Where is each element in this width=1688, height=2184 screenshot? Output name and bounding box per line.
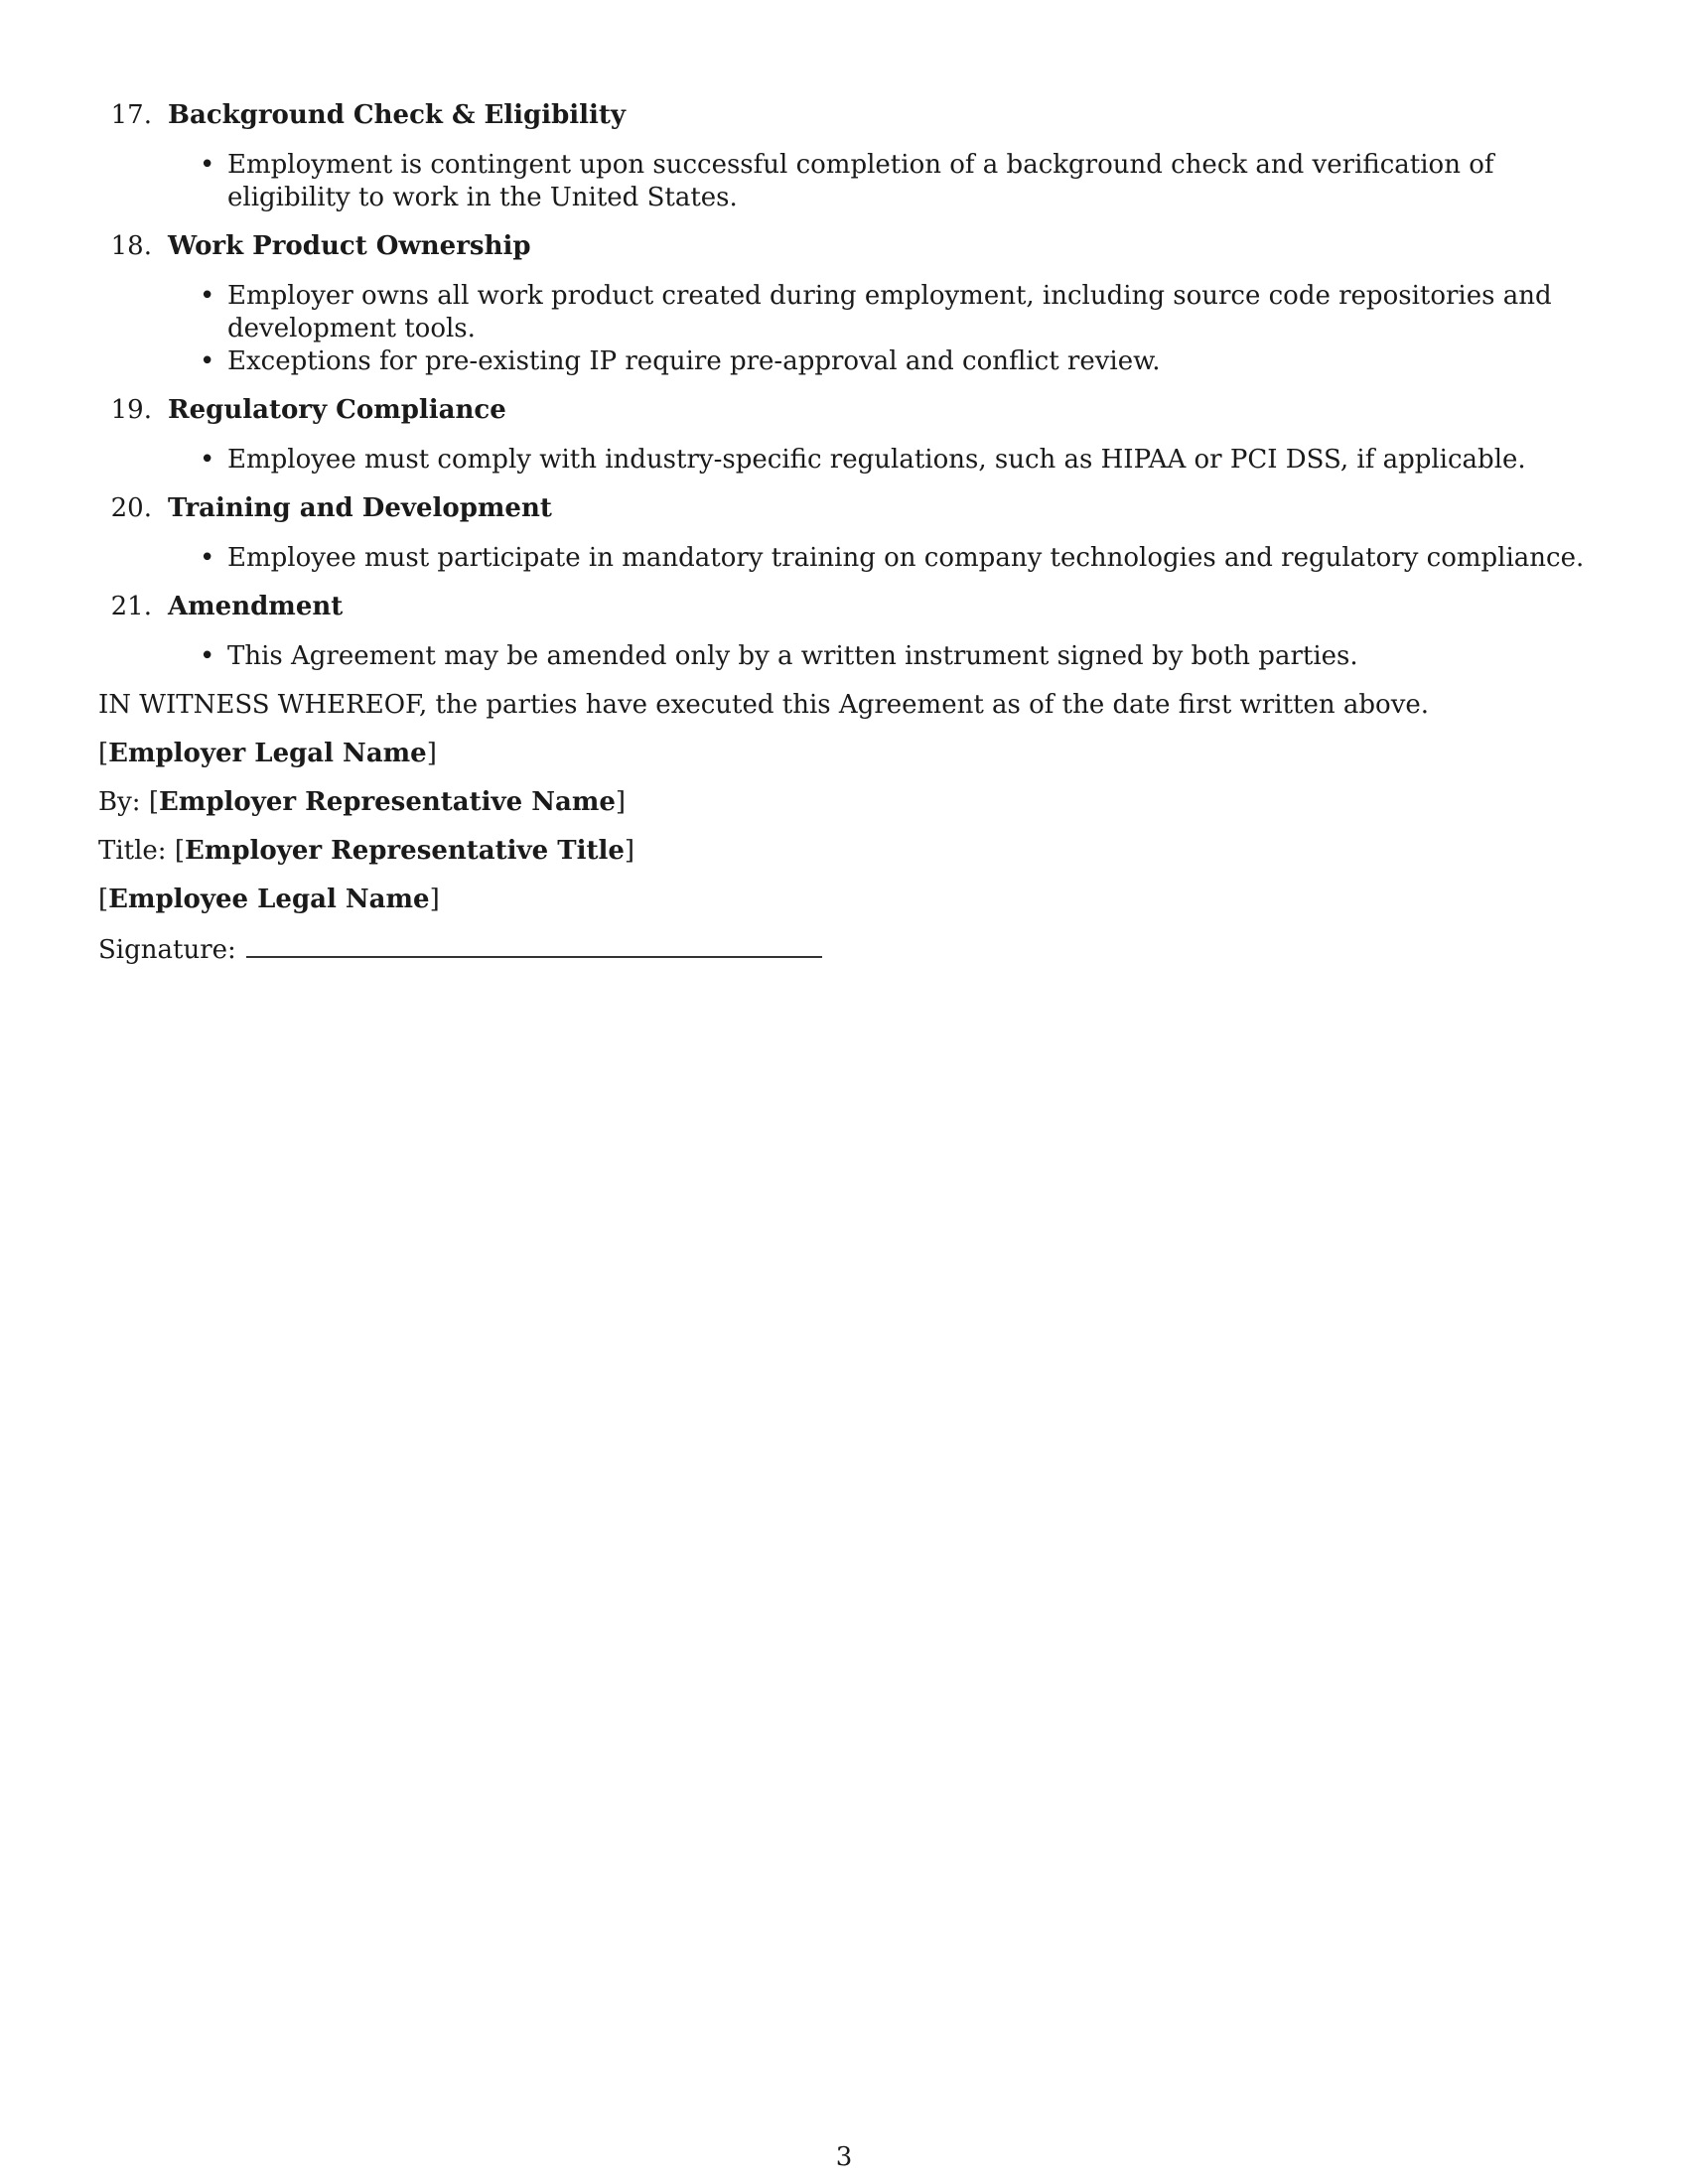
bracket-close: ] bbox=[615, 787, 627, 817]
section-21 bbox=[98, 591, 1592, 673]
employee-name-placeholder: Employee Legal Name bbox=[108, 885, 430, 914]
bracket-close: ] bbox=[429, 885, 440, 914]
section-heading bbox=[98, 591, 1592, 623]
bracket-close: ] bbox=[624, 836, 635, 866]
bullet-list bbox=[98, 149, 1592, 214]
section-title: Work Product Ownership bbox=[168, 231, 531, 261]
title-label: Title: bbox=[98, 836, 167, 866]
section-20 bbox=[98, 492, 1592, 575]
signature-line bbox=[98, 932, 1592, 965]
section-number: 20. bbox=[110, 493, 152, 523]
section-title: Training and Development bbox=[168, 493, 552, 523]
employer-name-line bbox=[98, 738, 1592, 770]
section-number: 18. bbox=[110, 231, 152, 261]
bracket-open: [ bbox=[174, 836, 185, 866]
bullet-text: Employer owns all work product created during employment, including source code repositories and development tools. bbox=[227, 281, 1552, 343]
bullet-list bbox=[98, 542, 1592, 575]
section-number: 21. bbox=[110, 592, 152, 621]
bullet-list bbox=[98, 444, 1592, 477]
document-body bbox=[98, 99, 1592, 981]
section-19 bbox=[98, 394, 1592, 477]
bullet-icon: • bbox=[200, 543, 215, 573]
representative-name-placeholder: Employer Representative Name bbox=[158, 787, 616, 817]
bracket-open: [ bbox=[98, 739, 109, 768]
by-label: By: bbox=[98, 787, 141, 817]
bullet-list bbox=[98, 280, 1592, 378]
bullet-icon: • bbox=[200, 346, 215, 376]
bullet-text: Employment is contingent upon successful completion of a background check and verification of eligibility to work in the United States. bbox=[227, 150, 1494, 212]
signature-blank bbox=[246, 932, 822, 958]
section-18 bbox=[98, 230, 1592, 378]
bullet-text: Employee must participate in mandatory training on company technologies and regulatory compliance. bbox=[227, 543, 1585, 573]
witness-statement: IN WITNESS WHEREOF, the parties have executed this Agreement as of the date first written above. bbox=[98, 690, 1430, 720]
section-heading bbox=[98, 99, 1592, 132]
representative-title-line bbox=[98, 835, 1592, 868]
employee-name-line bbox=[98, 884, 1592, 916]
section-number: 17. bbox=[110, 100, 152, 130]
section-heading bbox=[98, 492, 1592, 525]
bullet-list bbox=[98, 640, 1592, 673]
bullet-text: Exceptions for pre-existing IP require pre-approval and conflict review. bbox=[227, 346, 1161, 376]
bullet-text: Employee must comply with industry-specific regulations, such as HIPAA or PCI DSS, if applicable. bbox=[227, 445, 1526, 475]
employer-name-placeholder: Employer Legal Name bbox=[108, 739, 427, 768]
representative-title-placeholder: Employer Representative Title bbox=[185, 836, 625, 866]
section-heading bbox=[98, 230, 1592, 263]
bullet-item bbox=[200, 149, 1592, 214]
bullet-item bbox=[200, 280, 1592, 345]
bullet-icon: • bbox=[200, 641, 215, 671]
signature-label: Signature: bbox=[98, 935, 236, 965]
bracket-open: [ bbox=[98, 885, 109, 914]
bracket-close: ] bbox=[426, 739, 437, 768]
page-number: 3 bbox=[835, 2142, 853, 2172]
bullet-item bbox=[200, 640, 1592, 673]
representative-name-line bbox=[98, 786, 1592, 819]
bullet-icon: • bbox=[200, 281, 215, 311]
section-title: Amendment bbox=[168, 592, 344, 621]
section-17 bbox=[98, 99, 1592, 214]
bracket-open: [ bbox=[148, 787, 159, 817]
bullet-item bbox=[200, 345, 1592, 378]
section-heading bbox=[98, 394, 1592, 427]
bullet-icon: • bbox=[200, 150, 215, 180]
section-title: Background Check & Eligibility bbox=[168, 100, 627, 130]
bullet-item bbox=[200, 444, 1592, 477]
bullet-text: This Agreement may be amended only by a written instrument signed by both parties. bbox=[227, 641, 1358, 671]
section-number: 19. bbox=[110, 395, 152, 425]
bullet-icon: • bbox=[200, 445, 215, 475]
bullet-item bbox=[200, 542, 1592, 575]
section-title: Regulatory Compliance bbox=[168, 395, 506, 425]
